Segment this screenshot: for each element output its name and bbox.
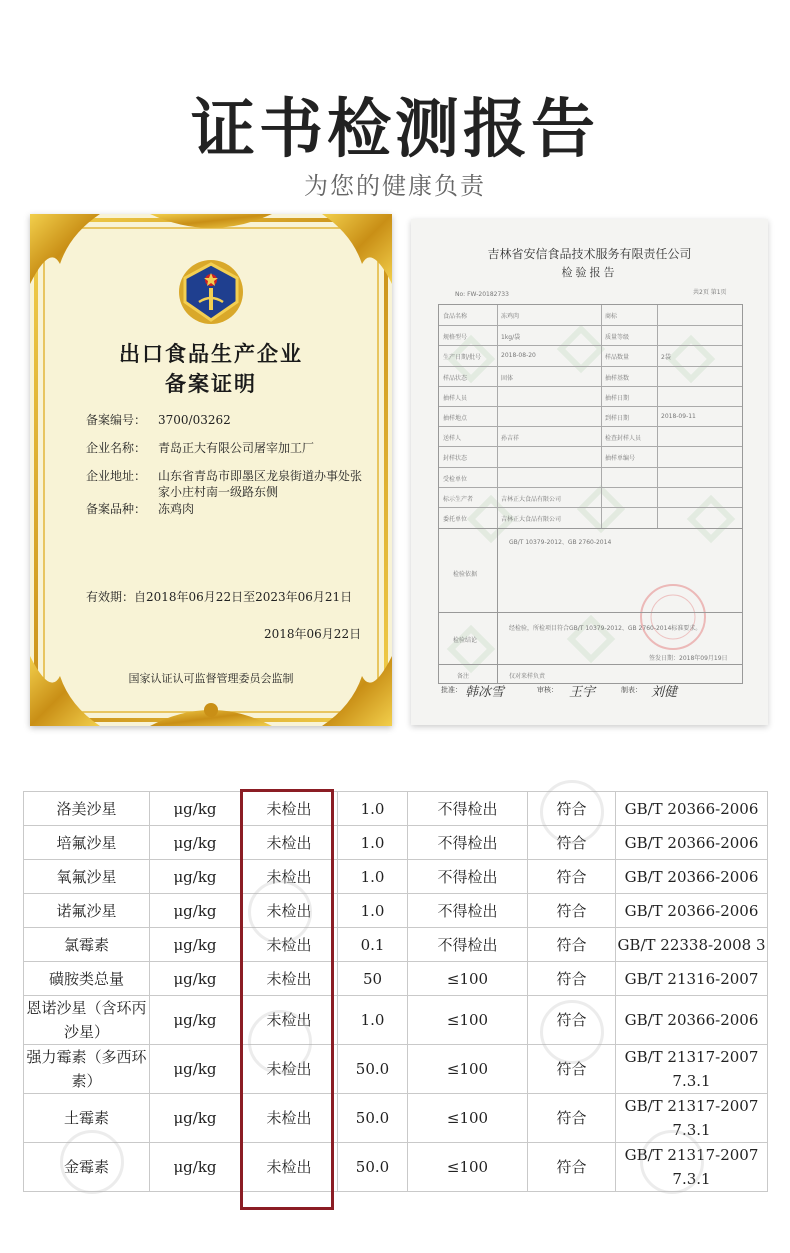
- cell-limit: 不得检出: [408, 860, 528, 894]
- cell-value: 50.0: [338, 1143, 408, 1192]
- cell-limit: ≤100: [408, 1045, 528, 1094]
- report-row: [439, 305, 742, 325]
- basis-value: GB/T 10379-2012、GB 2760-2014: [509, 539, 612, 546]
- cell-standard: GB/T 21317-2007 7.3.1: [616, 1143, 768, 1192]
- cell-result: 未检出: [241, 996, 338, 1045]
- report-row: [439, 406, 742, 427]
- cell-limit: 不得检出: [408, 928, 528, 962]
- export-certificate: [30, 214, 392, 726]
- report-row: [439, 446, 742, 467]
- cell-result: 未检出: [241, 860, 338, 894]
- remark-label: 备注: [457, 673, 470, 680]
- report-cell-label: 受检单位: [443, 475, 468, 483]
- field-value: 山东省青岛市即墨区龙泉街道办事处张家小庄村南一级路东侧: [158, 469, 363, 499]
- report-cell-value2: 2018-09-11: [661, 413, 696, 420]
- cell-judge: 符合: [528, 928, 616, 962]
- cert-field-product: [86, 501, 378, 517]
- field-label: 企业名称：: [86, 441, 147, 455]
- cell-result: 未检出: [241, 1143, 338, 1192]
- cell-item: 强力霉素（多西环素）: [24, 1045, 150, 1094]
- report-cell-value: 2018-08-20: [501, 352, 536, 360]
- cell-limit: ≤100: [408, 962, 528, 996]
- cell-item: 培氟沙星: [24, 826, 150, 860]
- table-row: [24, 826, 768, 860]
- report-cell-value: 吉林正大食品有限公司: [501, 495, 562, 503]
- basis-label: 检验依据: [453, 571, 478, 578]
- cell-value: 50.0: [338, 1045, 408, 1094]
- report-title: 检验报告: [561, 266, 618, 279]
- report-cell-label: 生产日期/批号: [443, 354, 482, 362]
- cell-item: 金霉素: [24, 1143, 150, 1192]
- cell-unit: μg/kg: [150, 962, 241, 996]
- cell-judge: 符合: [528, 826, 616, 860]
- report-row: [439, 386, 742, 407]
- report-row: [439, 467, 742, 488]
- field-label: 备案品种：: [86, 502, 147, 516]
- field-value: 3700/03262: [158, 413, 231, 427]
- cell-judge: 符合: [528, 860, 616, 894]
- report-cell-label2: 抽样基数: [605, 374, 630, 382]
- report-cell-value: 吉林正大食品有限公司: [501, 516, 562, 523]
- report-cell-value: 冻鸡肉: [501, 313, 520, 320]
- report-cell-label: 抽样人员: [443, 394, 468, 402]
- report-cell-label2: 质量等级: [605, 334, 630, 342]
- cell-item: 洛美沙星: [24, 792, 150, 826]
- cell-limit: ≤100: [408, 1094, 528, 1143]
- report-table: [438, 304, 743, 684]
- report-cell-label: 封样状态: [443, 455, 468, 463]
- cell-judge: 符合: [528, 1094, 616, 1143]
- reviewer-signature: 王宇: [569, 685, 596, 700]
- report-basis-row: [439, 528, 742, 613]
- conclusion-label: 检验结论: [453, 637, 478, 644]
- cell-limit: 不得检出: [408, 826, 528, 860]
- cell-unit: μg/kg: [150, 860, 241, 894]
- cell-limit: 不得检出: [408, 894, 528, 928]
- approver-label: 批准：: [441, 686, 462, 694]
- cell-judge: 符合: [528, 792, 616, 826]
- cell-unit: μg/kg: [150, 826, 241, 860]
- table-row: [24, 860, 768, 894]
- table-row: [24, 894, 768, 928]
- report-cell-label: 委托单位: [443, 516, 468, 523]
- cell-result: 未检出: [241, 826, 338, 860]
- cell-judge: 符合: [528, 1143, 616, 1192]
- report-cell-label2: 样品数量: [605, 354, 630, 362]
- cell-item: 恩诺沙星（含环丙沙星）: [24, 996, 150, 1045]
- cell-item: 氯霉素: [24, 928, 150, 962]
- report-cell-label2: 抽样日期: [605, 394, 630, 402]
- stamp-date: 签发日期：2018年09月19日: [649, 655, 728, 662]
- cell-standard: GB/T 20366-2006: [616, 826, 768, 860]
- table-row: [24, 962, 768, 996]
- cell-result: 未检出: [241, 792, 338, 826]
- report-row: [439, 507, 742, 528]
- reviewer-label: 审核：: [537, 686, 558, 694]
- report-cell-label: 标示生产者: [443, 495, 474, 503]
- cell-value: 50.0: [338, 1094, 408, 1143]
- cell-result: 未检出: [241, 1045, 338, 1094]
- cell-result: 未检出: [241, 894, 338, 928]
- cell-judge: 符合: [528, 962, 616, 996]
- report-cell-value: 孙吉祥: [501, 435, 520, 443]
- report-cell-value2: 2袋: [661, 354, 671, 362]
- table-row: [24, 1094, 768, 1143]
- cell-value: 1.0: [338, 792, 408, 826]
- field-label: 企业地址：: [86, 469, 147, 483]
- report-cell-label2: 到样日期: [605, 415, 630, 422]
- cell-judge: 符合: [528, 1045, 616, 1094]
- report-cell-label2: 抽样单编号: [605, 455, 636, 463]
- approver-signature: 韩冰雪: [465, 685, 505, 700]
- report-row: [439, 345, 742, 366]
- cell-item: 氧氟沙星: [24, 860, 150, 894]
- cell-standard: GB/T 20366-2006: [616, 996, 768, 1045]
- report-cell-label2: 商标: [605, 313, 618, 320]
- conclusion-value: 经检验，所检项目符合GB/T 10379-2012、GB 2760-2014标准要求。: [509, 625, 702, 632]
- report-conclusion-row: [439, 612, 742, 665]
- cell-value: 50: [338, 962, 408, 996]
- cell-standard: GB/T 22338-2008 3: [616, 928, 768, 962]
- cell-unit: μg/kg: [150, 1045, 241, 1094]
- cell-standard: GB/T 21317-2007 7.3.1: [616, 1094, 768, 1143]
- cell-value: 0.1: [338, 928, 408, 962]
- cell-value: 1.0: [338, 860, 408, 894]
- page-subtitle: 为您的健康负责: [304, 172, 486, 200]
- cell-result: 未检出: [241, 928, 338, 962]
- table-row: [24, 1045, 768, 1094]
- certificate-title: 出口食品生产企业: [119, 341, 303, 366]
- maker-signature: 刘健: [651, 685, 678, 700]
- cert-field-company: [86, 440, 378, 456]
- table-row: [24, 1143, 768, 1192]
- cell-unit: μg/kg: [150, 928, 241, 962]
- cell-limit: ≤100: [408, 996, 528, 1045]
- certificate-subtitle: 备案证明: [165, 371, 257, 396]
- cert-date: 2018年06月22日: [264, 627, 362, 641]
- table-row: [24, 928, 768, 962]
- report-page: 共2页 第1页: [693, 289, 727, 296]
- cell-limit: ≤100: [408, 1143, 528, 1192]
- cell-standard: GB/T 20366-2006: [616, 860, 768, 894]
- cell-judge: 符合: [528, 894, 616, 928]
- cell-judge: 符合: [528, 996, 616, 1045]
- page-title: 证书检测报告: [191, 93, 599, 167]
- cert-validity: 有效期：自2018年06月22日至2023年06月21日: [86, 590, 353, 604]
- field-value: 青岛正大有限公司屠宰加工厂: [158, 441, 315, 455]
- report-row: [439, 487, 742, 508]
- cell-standard: GB/T 21317-2007 7.3.1: [616, 1045, 768, 1094]
- report-cell-label: 规格型号: [443, 334, 468, 342]
- field-value: 冻鸡肉: [158, 502, 195, 516]
- cert-field-number: [86, 412, 378, 428]
- national-emblem-icon: [177, 258, 245, 326]
- report-cell-label: 食品名称: [443, 313, 468, 320]
- cert-issuer: 国家认证认可监督管理委员会监制: [128, 672, 294, 685]
- report-row: [439, 325, 742, 346]
- table-row: [24, 792, 768, 826]
- report-row: [439, 426, 742, 447]
- table-row: [24, 996, 768, 1045]
- cell-limit: 不得检出: [408, 792, 528, 826]
- cell-unit: μg/kg: [150, 792, 241, 826]
- report-cell-value: 1kg/袋: [501, 334, 521, 342]
- report-row: [439, 366, 742, 387]
- inspection-report: [411, 219, 768, 725]
- cell-unit: μg/kg: [150, 1094, 241, 1143]
- cert-field-address: [86, 468, 368, 500]
- cell-value: 1.0: [338, 894, 408, 928]
- maker-label: 制表：: [621, 686, 642, 694]
- report-cell-label: 抽样地点: [443, 415, 468, 422]
- report-number: No: FW-20182733: [455, 291, 509, 298]
- cell-value: 1.0: [338, 996, 408, 1045]
- remark-value: 仅对来样负责: [509, 673, 546, 680]
- report-company: 吉林省安信食品技术服务有限责任公司: [487, 247, 692, 261]
- cell-result: 未检出: [241, 1094, 338, 1143]
- test-results-table: [23, 791, 768, 1192]
- cell-result: 未检出: [241, 962, 338, 996]
- cell-value: 1.0: [338, 826, 408, 860]
- cell-item: 诺氟沙星: [24, 894, 150, 928]
- report-cell-label: 样品状态: [443, 374, 468, 382]
- cell-standard: GB/T 21316-2007: [616, 962, 768, 996]
- cell-standard: GB/T 20366-2006: [616, 894, 768, 928]
- cell-standard: GB/T 20366-2006: [616, 792, 768, 826]
- cell-item: 磺胺类总量: [24, 962, 150, 996]
- cell-item: 土霉素: [24, 1094, 150, 1143]
- cell-unit: μg/kg: [150, 1143, 241, 1192]
- report-cell-value: 固体: [501, 374, 514, 382]
- cell-unit: μg/kg: [150, 996, 241, 1045]
- report-cell-label: 送样人: [443, 435, 462, 443]
- field-label: 备案编号：: [86, 413, 147, 427]
- report-cell-label2: 检查封样人员: [605, 435, 642, 443]
- cell-unit: μg/kg: [150, 894, 241, 928]
